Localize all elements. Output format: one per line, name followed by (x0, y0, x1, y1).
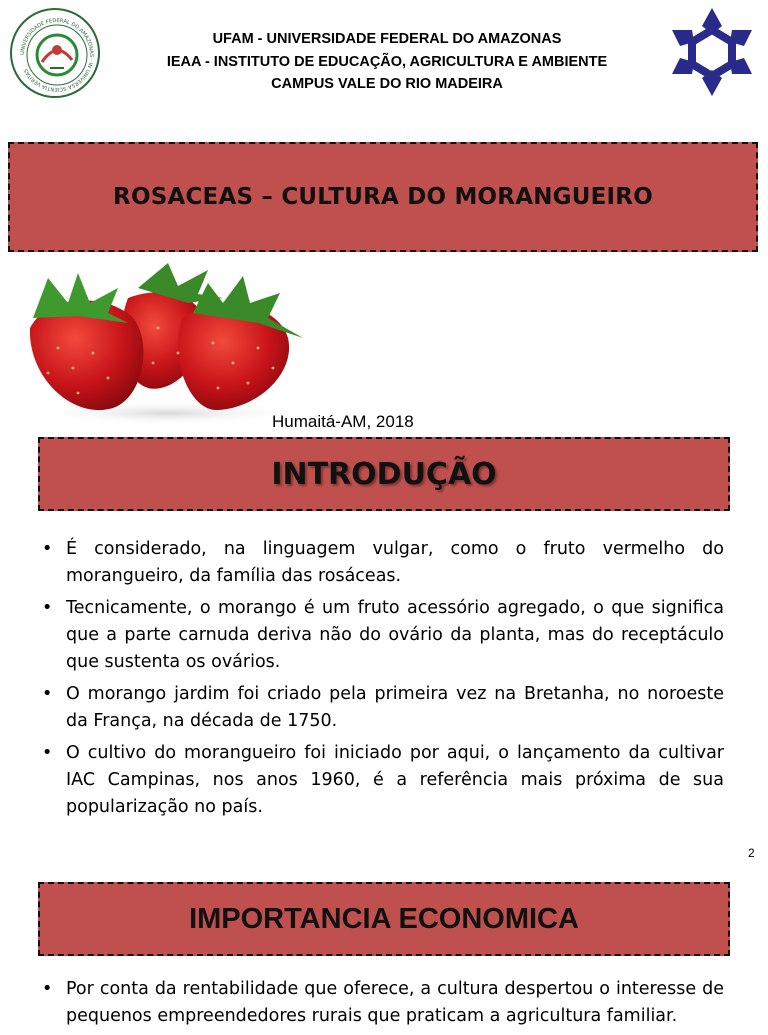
list-item: • Por conta da rentabilidade que oferece, a cultura despertou o interesse de pequenos empreendedores rurais que praticam a agricultura familiar. (40, 976, 724, 1030)
cover-title: ROSACEAS – CULTURA DO MORANGUEIRO (113, 184, 653, 210)
list-item: • O morango jardim foi criado pela primeira vez na Bretanha, no noroeste da França, na década de 1750. (40, 681, 724, 735)
economy-bullet-list (40, 976, 724, 1035)
intro-heading-banner (38, 437, 730, 511)
header-line-university: UFAM - UNIVERSIDADE FEDERAL DO AMAZONAS (212, 31, 562, 47)
economy-heading-banner (38, 882, 730, 956)
strawberries-photo (18, 258, 313, 423)
economy-heading: IMPORTANCIA ECONOMICA (189, 902, 579, 935)
intro-heading: INTRODUÇÃO (271, 456, 497, 492)
intro-bullet-list (40, 536, 724, 826)
seal-lettering: UNIVERSIDADE FEDERAL DO AMAZONAS · IN UNIVERSA SCIENTIA VERITAS (19, 17, 95, 93)
cover-title-banner (8, 142, 758, 252)
institution-header (130, 28, 644, 96)
ieaa-logo-icon (666, 6, 758, 98)
page-number: 2 (748, 846, 755, 860)
list-item: • É considerado, na linguagem vulgar, como o fruto vermelho do morangueiro, da família das rosáceas. (40, 536, 724, 590)
university-seal-icon (10, 8, 100, 98)
list-item: • Tecnicamente, o morango é um fruto acessório agregado, o que significa que a parte carnuda deriva não do ovário da planta, mas do receptáculo que sustenta os ovários. (40, 595, 724, 676)
header-line-institute: IEAA - INSTITUTO DE EDUCAÇÃO, AGRICULTURA E AMBIENTE (166, 53, 608, 70)
list-item: • O cultivo do morangueiro foi iniciado por aqui, o lançamento da cultivar IAC Campinas, nos anos 1960, é a referência mais próxima de sua popularização no país. (40, 740, 724, 821)
place-date: Humaitá-AM, 2018 (272, 412, 414, 431)
header-line-campus: CAMPUS VALE DO RIO MADEIRA (271, 76, 503, 92)
